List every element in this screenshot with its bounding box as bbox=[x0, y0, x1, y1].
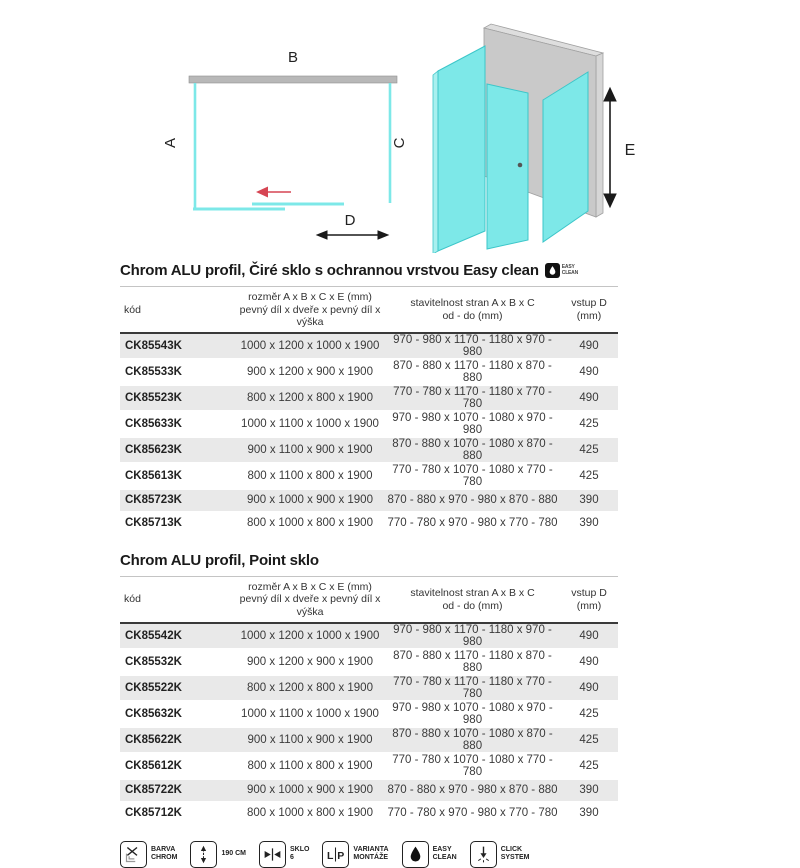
feature-barva-chrom bbox=[120, 841, 177, 868]
dim-arrow-d bbox=[317, 231, 388, 239]
spec-table-point-sklo bbox=[120, 576, 618, 826]
table-row bbox=[120, 753, 618, 779]
table-cell: 770 - 780 x 1070 - 1080 x 770 - 780 bbox=[385, 753, 560, 779]
feature-label: VARIANTA MONTÁŽE bbox=[353, 846, 389, 862]
table-cell: 970 - 980 x 1170 - 1180 x 970 - 980 bbox=[385, 623, 560, 649]
table-cell: 490 bbox=[560, 385, 618, 411]
table-cell: 425 bbox=[560, 727, 618, 753]
table-cell: 970 - 980 x 1070 - 1080 x 970 - 980 bbox=[385, 411, 560, 437]
table-cell: 870 - 880 x 1170 - 1180 x 870 - 880 bbox=[385, 359, 560, 385]
table-row bbox=[120, 385, 618, 411]
table-cell: 770 - 780 x 1070 - 1080 x 770 - 780 bbox=[385, 463, 560, 489]
easy-clean-badge-label: EASY CLEAN bbox=[561, 264, 579, 276]
table-cell: 800 x 1100 x 800 x 1900 bbox=[235, 753, 385, 779]
feature-easy-clean bbox=[402, 841, 457, 868]
table-cell: 870 - 880 x 1070 - 1080 x 870 - 880 bbox=[385, 727, 560, 753]
table-row bbox=[120, 463, 618, 489]
table-row bbox=[120, 649, 618, 675]
table-cell: 800 x 1000 x 800 x 1900 bbox=[235, 512, 385, 535]
table-cell: CK85623K bbox=[120, 437, 235, 463]
table-row bbox=[120, 437, 618, 463]
table-cell: 800 x 1100 x 800 x 1900 bbox=[235, 463, 385, 489]
section-title bbox=[120, 552, 618, 569]
section-title bbox=[120, 262, 618, 279]
table-row bbox=[120, 802, 618, 825]
header-code: kód bbox=[124, 593, 141, 606]
header-size: rozměr A x B x C x E (mm) pevný díl x dveře x pevný díl x výška bbox=[239, 580, 381, 618]
feature-label: CLICK SYSTEM bbox=[500, 846, 530, 862]
table-row bbox=[120, 359, 618, 385]
feature-click-system bbox=[470, 841, 530, 868]
table-cell: 1000 x 1100 x 1000 x 1900 bbox=[235, 411, 385, 437]
table-cell: 425 bbox=[560, 437, 618, 463]
table-row bbox=[120, 623, 618, 649]
table-header-row bbox=[120, 287, 618, 333]
table-cell: CK85712K bbox=[120, 802, 235, 825]
height-icon bbox=[190, 841, 217, 868]
table-cell: 900 x 1000 x 900 x 1900 bbox=[235, 489, 385, 512]
table-cell: 870 - 880 x 1070 - 1080 x 870 - 880 bbox=[385, 437, 560, 463]
table-row bbox=[120, 333, 618, 359]
table-cell: CK85622K bbox=[120, 727, 235, 753]
feature-varianta-montaze bbox=[322, 841, 388, 868]
table-cell: 900 x 1100 x 900 x 1900 bbox=[235, 727, 385, 753]
section-title-text: Chrom ALU profil, Čiré sklo s ochrannou vrstvou Easy clean bbox=[120, 262, 539, 279]
table-cell: 870 - 880 x 970 - 980 x 870 - 880 bbox=[385, 779, 560, 802]
click-system-icon bbox=[470, 841, 497, 868]
plan-view-diagram bbox=[138, 28, 428, 258]
dim-label-d: D bbox=[344, 212, 356, 229]
table-cell: CK85632K bbox=[120, 701, 235, 727]
barva-chrom-icon bbox=[120, 841, 147, 868]
table-cell: 490 bbox=[560, 675, 618, 701]
table-row bbox=[120, 701, 618, 727]
dim-label-b: B bbox=[287, 49, 299, 66]
table-cell: CK85612K bbox=[120, 753, 235, 779]
glass-door bbox=[487, 84, 528, 249]
table-cell: 425 bbox=[560, 753, 618, 779]
table-cell: 390 bbox=[560, 489, 618, 512]
feature-icons-row bbox=[120, 841, 618, 868]
table-cell: CK85523K bbox=[120, 385, 235, 411]
table-cell: CK85522K bbox=[120, 675, 235, 701]
glass-panel-c bbox=[543, 72, 588, 242]
spec-table-easy-clean bbox=[120, 286, 618, 536]
dim-arrow-e bbox=[604, 88, 616, 207]
table-cell: 390 bbox=[560, 802, 618, 825]
mounting-variant-icon bbox=[322, 841, 349, 868]
easy-clean-drop-icon bbox=[545, 263, 560, 278]
table-cell: 1000 x 1200 x 1000 x 1900 bbox=[235, 333, 385, 359]
dim-label-e: E bbox=[624, 142, 636, 159]
table-row bbox=[120, 512, 618, 535]
door-direction-arrow bbox=[256, 187, 291, 198]
table-row bbox=[120, 779, 618, 802]
wall-bar bbox=[189, 76, 397, 83]
table-cell: 900 x 1100 x 900 x 1900 bbox=[235, 437, 385, 463]
table-cell: CK85722K bbox=[120, 779, 235, 802]
table-cell: CK85613K bbox=[120, 463, 235, 489]
section-easy-clean bbox=[120, 262, 618, 536]
table-cell: 425 bbox=[560, 463, 618, 489]
table-cell: 900 x 1200 x 900 x 1900 bbox=[235, 649, 385, 675]
header-adjust: stavitelnost stran A x B x C od - do (mm) bbox=[410, 297, 535, 322]
table-cell: 800 x 1200 x 800 x 1900 bbox=[235, 385, 385, 411]
content-area bbox=[120, 262, 618, 868]
feature-label: EASY CLEAN bbox=[432, 846, 457, 862]
table-header-row bbox=[120, 576, 618, 622]
feature-sklo-6 bbox=[259, 841, 309, 868]
table-cell: CK85723K bbox=[120, 489, 235, 512]
table-cell: 490 bbox=[560, 649, 618, 675]
section-point-sklo bbox=[120, 552, 618, 826]
table-cell: 425 bbox=[560, 411, 618, 437]
header-size: rozměr A x B x C x E (mm) pevný díl x dveře x pevný díl x výška bbox=[239, 291, 381, 329]
table-cell: CK85543K bbox=[120, 333, 235, 359]
section-title-text: Chrom ALU profil, Point sklo bbox=[120, 551, 319, 569]
table-cell: 800 x 1200 x 800 x 1900 bbox=[235, 675, 385, 701]
feature-label: 190 CM bbox=[221, 850, 246, 858]
header-entry: vstup D (mm) bbox=[571, 587, 607, 612]
iso-view-diagram bbox=[420, 18, 700, 253]
table-cell: 490 bbox=[560, 623, 618, 649]
table-cell: 870 - 880 x 970 - 980 x 870 - 880 bbox=[385, 489, 560, 512]
table-cell: CK85713K bbox=[120, 512, 235, 535]
svg-text:P: P bbox=[337, 849, 345, 862]
header-adjust: stavitelnost stran A x B x C od - do (mm) bbox=[410, 587, 535, 612]
table-cell: 970 - 980 x 1070 - 1080 x 970 - 980 bbox=[385, 701, 560, 727]
table-cell: 870 - 880 x 1170 - 1180 x 870 - 880 bbox=[385, 649, 560, 675]
dim-label-c: C bbox=[391, 137, 408, 149]
table-cell: 1000 x 1200 x 1000 x 1900 bbox=[235, 623, 385, 649]
table-row bbox=[120, 727, 618, 753]
table-cell: 770 - 780 x 1170 - 1180 x 770 - 780 bbox=[385, 385, 560, 411]
table-cell: 490 bbox=[560, 359, 618, 385]
table-row bbox=[120, 675, 618, 701]
table-cell: 425 bbox=[560, 701, 618, 727]
table-row bbox=[120, 411, 618, 437]
glass-panel-a bbox=[433, 46, 485, 253]
table-cell: 900 x 1200 x 900 x 1900 bbox=[235, 359, 385, 385]
table-cell: 1000 x 1100 x 1000 x 1900 bbox=[235, 701, 385, 727]
feature-label: BARVA CHROM bbox=[151, 846, 178, 862]
table-cell: 800 x 1000 x 800 x 1900 bbox=[235, 802, 385, 825]
header-code: kód bbox=[124, 303, 141, 316]
glass-thickness-icon bbox=[259, 841, 286, 868]
dim-label-a: A bbox=[162, 137, 179, 149]
table-cell: 390 bbox=[560, 512, 618, 535]
table-cell: 770 - 780 x 970 - 980 x 770 - 780 bbox=[385, 512, 560, 535]
table-cell: 390 bbox=[560, 779, 618, 802]
table-cell: 770 - 780 x 970 - 980 x 770 - 780 bbox=[385, 802, 560, 825]
table-cell: CK85542K bbox=[120, 623, 235, 649]
easy-clean-badge bbox=[545, 263, 578, 278]
table-cell: CK85532K bbox=[120, 649, 235, 675]
easy-clean-icon bbox=[402, 841, 429, 868]
header-entry: vstup D (mm) bbox=[571, 297, 607, 322]
feature-height-190 bbox=[190, 841, 246, 868]
door-handle bbox=[518, 163, 523, 168]
table-cell: 770 - 780 x 1170 - 1180 x 770 - 780 bbox=[385, 675, 560, 701]
table-cell: CK85533K bbox=[120, 359, 235, 385]
table-row bbox=[120, 489, 618, 512]
table-cell: 970 - 980 x 1170 - 1180 x 970 - 980 bbox=[385, 333, 560, 359]
svg-text:L: L bbox=[327, 849, 334, 862]
feature-label: SKLO 6 bbox=[289, 846, 310, 862]
table-cell: CK85633K bbox=[120, 411, 235, 437]
table-cell: 900 x 1000 x 900 x 1900 bbox=[235, 779, 385, 802]
table-cell: 490 bbox=[560, 333, 618, 359]
